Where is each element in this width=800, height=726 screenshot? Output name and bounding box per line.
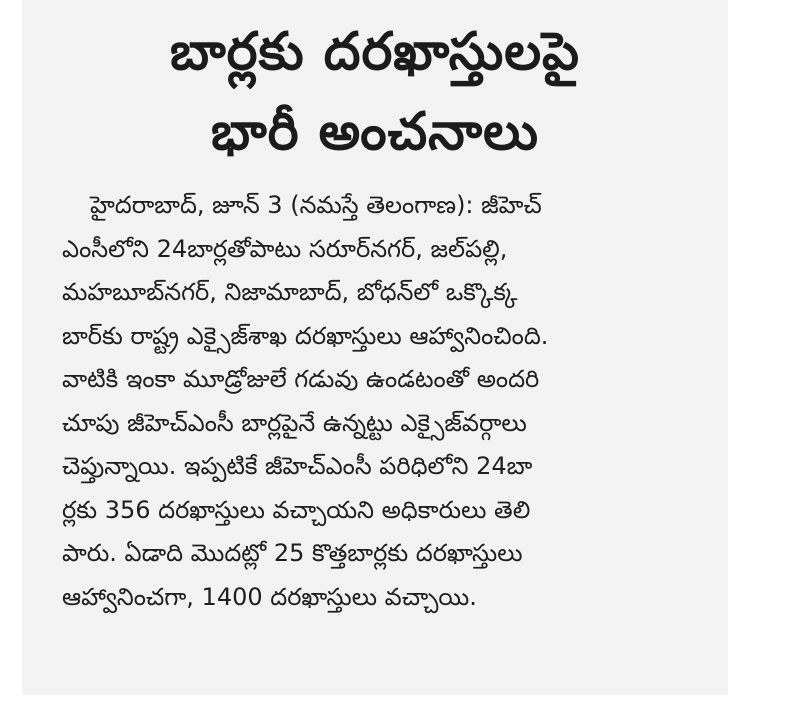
body-line: హైదరాబాద్, జూన్ 3 (నమస్తే తెలంగాణ): జీహెచ్ <box>90 191 542 219</box>
headline <box>22 12 728 172</box>
body-line: ఎంసీలోని 24బార్లతోపాటు సరూర్‌నగర్, జల్‌పల్లి, <box>62 234 508 263</box>
body-line: చూపు జీహెచ్‌ఎంసీ బార్లపైనే ఉన్నట్టు ఎక్సైజ్‌వర్గాలు <box>62 408 527 437</box>
headline-line: బార్లకు దరఖాస్తులపై <box>169 22 581 82</box>
article-body <box>62 184 712 619</box>
body-line: బార్‌కు రాష్ట్ర ఎక్సైజ్‌శాఖ దరఖాస్తులు ఆహ్వానించింది. <box>62 321 549 350</box>
body-line: ఆహ్వానించగా, 1400 దరఖాస్తులు వచ్చాయి. <box>62 582 477 611</box>
newspaper-clipping <box>22 0 728 695</box>
body-line: పారు. ఏడాది మొదట్లో 25 కొత్తబార్లకు దరఖాస్తులు <box>62 539 523 567</box>
body-line: వాటికి ఇంకా మూడ్రోజులే గడువు ఉండటంతో అందరి <box>62 365 540 393</box>
body-line: మహబూబ్‌నగర్, నిజామాబాద్, బోధన్‌లో ఒక్కొక్క <box>62 278 518 306</box>
body-line: చెప్తున్నాయి. ఇప్పటికే జీహెచ్‌ఎంసీ పరిధిలోని 24బా <box>62 452 533 480</box>
headline-line: భారీ అంచనాలు <box>210 102 540 162</box>
body-line: ర్లకు 356 దరఖాస్తులు వచ్చాయని అధికారులు తెలి <box>62 495 531 524</box>
